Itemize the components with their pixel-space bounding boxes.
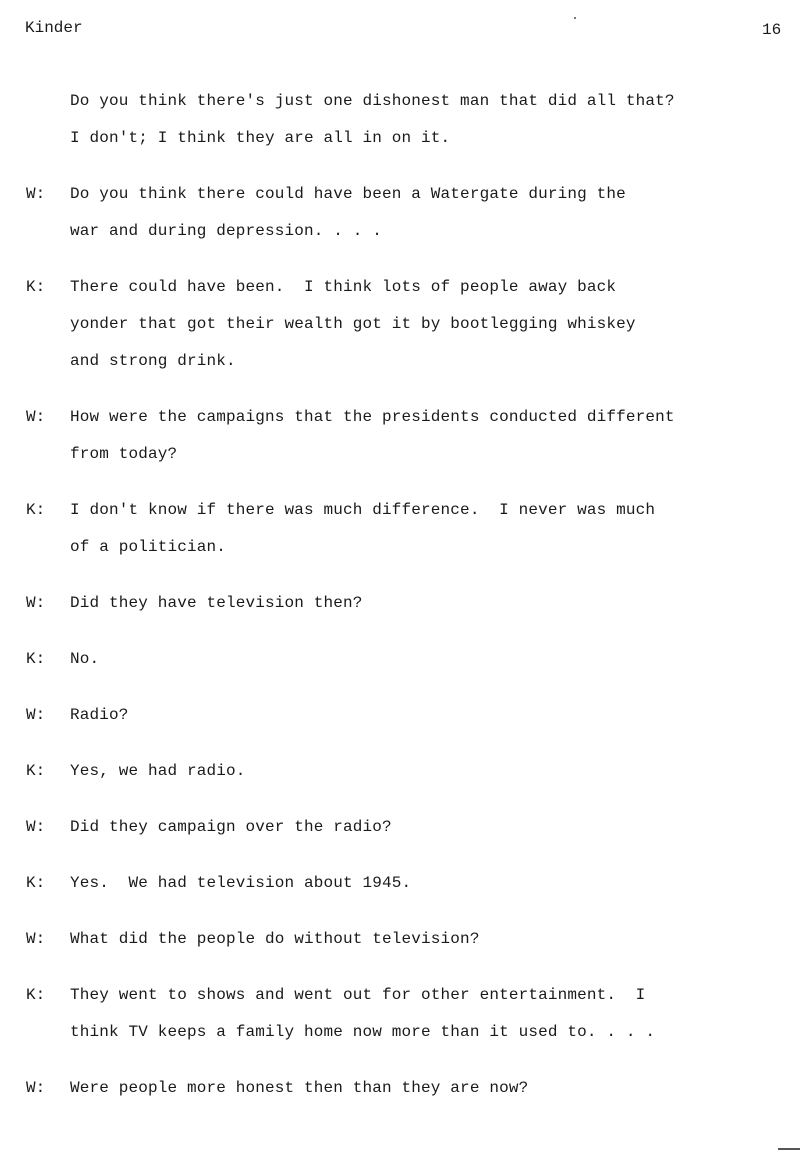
transcript-line: Yes. We had television about 1945. [70,874,412,892]
transcript-line: war and during depression. . . . [70,222,383,240]
transcript-line: No. [70,650,100,668]
speaker-label: W: [26,818,46,836]
transcript-line: yonder that got their wealth got it by bootlegging whiskey [70,315,636,333]
transcript-line: How were the campaigns that the presidents conducted different [70,408,675,426]
speaker-label: W: [26,408,46,426]
transcript-line: Radio? [70,706,129,724]
speaker-label: K: [26,501,46,519]
speaker-label: W: [26,594,46,612]
transcript-line: They went to shows and went out for other entertainment. I [70,986,646,1004]
transcript-line: Do you think there could have been a Watergate during the [70,185,626,203]
transcript-line: I don't know if there was much difference. I never was much [70,501,656,519]
transcript-line: What did the people do without television? [70,930,480,948]
transcript-line: Did they have television then? [70,594,363,612]
speaker-label: K: [26,986,46,1004]
transcript-line: Do you think there's just one dishonest man that did all that? [70,92,675,110]
speaker-label: K: [26,278,46,296]
transcript-line: and strong drink. [70,352,236,370]
scan-speck [574,17,576,19]
transcript-line: I don't; I think they are all in on it. [70,129,451,147]
speaker-label: W: [26,930,46,948]
speaker-label: K: [26,650,46,668]
transcript-line: think TV keeps a family home now more than it used to. . . . [70,1023,656,1041]
speaker-label: K: [26,874,46,892]
transcript-line: Were people more honest then than they are now? [70,1079,529,1097]
page-number: 16 [762,21,782,39]
transcript-line: Did they campaign over the radio? [70,818,392,836]
scan-edge-mark [778,1148,800,1150]
transcript-line: Yes, we had radio. [70,762,246,780]
header-interviewee-name: Kinder [25,19,83,37]
speaker-label: W: [26,706,46,724]
speaker-label: W: [26,185,46,203]
transcript-line: There could have been. I think lots of people away back [70,278,617,296]
transcript-line: of a politician. [70,538,227,556]
speaker-label: K: [26,762,46,780]
transcript-line: from today? [70,445,178,463]
speaker-label: W: [26,1079,46,1097]
